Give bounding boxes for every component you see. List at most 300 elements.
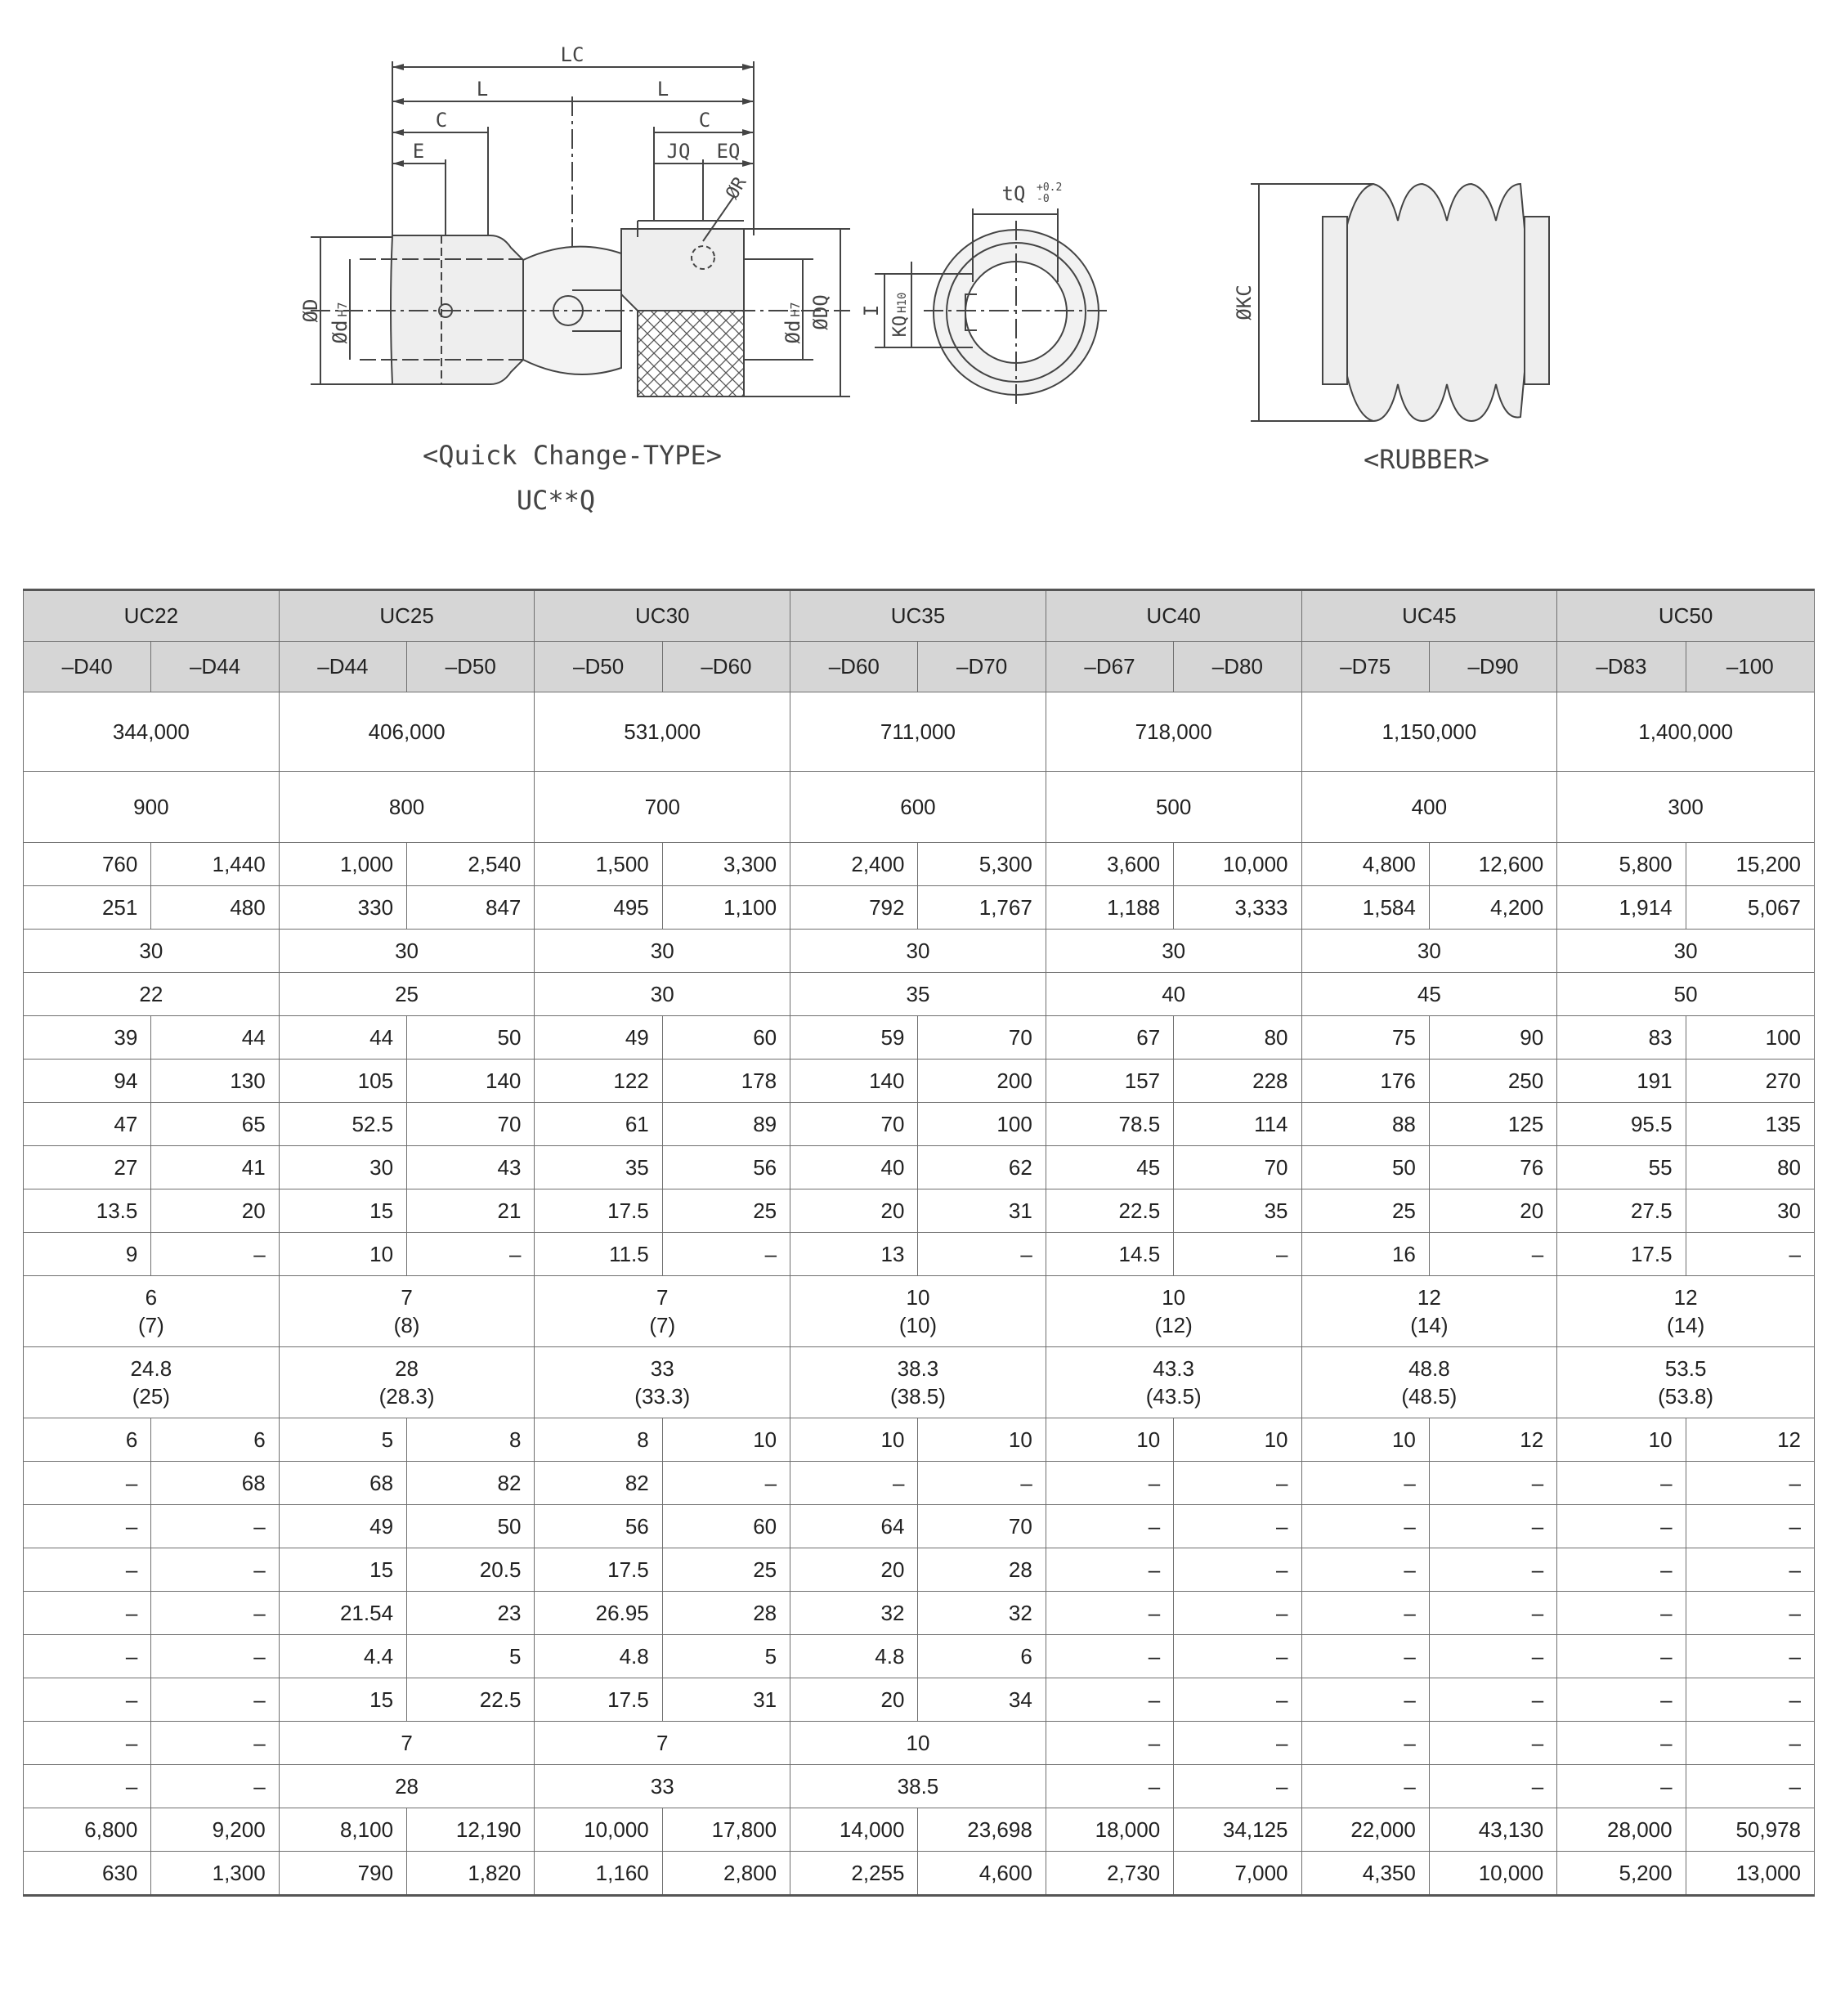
cell-line: (12) [1154,1313,1193,1337]
table-cell: 82 [535,1462,662,1505]
table-cell: – [1174,1462,1301,1505]
table-cell: 718,000 [1046,692,1301,772]
table-cell: 8 [407,1418,535,1462]
table-cell: 6 [24,1418,151,1462]
table-cell: – [1557,1722,1686,1765]
table-cell: 4,600 [918,1852,1046,1896]
table-cell: 792 [790,886,918,930]
table-cell: –D40 [24,642,151,692]
table-cell: 68 [151,1462,279,1505]
table-cell: UC25 [279,590,535,642]
table-cell: 7 [535,1722,790,1765]
table-cell: 76 [1429,1146,1556,1189]
table-cell: 14.5 [1046,1233,1173,1276]
table-cell: 480 [151,886,279,930]
table-row [24,1276,1815,1347]
table-cell: –D50 [407,642,535,692]
table-cell: 41 [151,1146,279,1189]
table-cell: – [151,1548,279,1592]
table-cell: 82 [407,1462,535,1505]
table-cell: 10,000 [1429,1852,1556,1896]
table-cell: –D83 [1557,642,1686,692]
table-cell: – [1301,1548,1429,1592]
table-cell: 22.5 [407,1678,535,1722]
table-cell: – [1301,1635,1429,1678]
table-cell: – [918,1462,1046,1505]
table-cell: 1,440 [151,843,279,886]
table-cell: 50 [1557,973,1815,1016]
table-cell: – [1174,1548,1301,1592]
table-cell: – [1046,1592,1173,1635]
table-cell: 2,800 [662,1852,790,1896]
table-cell: 34,125 [1174,1808,1301,1852]
table-cell: –D70 [918,642,1046,692]
table-cell: 10,000 [1174,843,1301,886]
table-cell: 6 [918,1635,1046,1678]
table-cell: 55 [1557,1146,1686,1189]
table-cell: 105 [279,1060,406,1103]
table-cell: 30 [535,930,790,973]
table-cell: 64 [790,1505,918,1548]
table-cell [279,1347,535,1418]
table-cell: 5 [279,1418,406,1462]
table-cell: 40 [790,1146,918,1189]
table-cell: 70 [1174,1146,1301,1189]
table-cell: 30 [1046,930,1301,973]
table-cell: – [1301,1678,1429,1722]
table-cell: 1,820 [407,1852,535,1896]
table-cell: 4.8 [790,1635,918,1678]
table-cell: – [1429,1592,1556,1635]
table-cell: 94 [24,1060,151,1103]
table-cell: 30 [535,973,790,1016]
cell-line: 28 [395,1356,419,1381]
table-cell: 50,978 [1686,1808,1814,1852]
table-cell: – [1686,1635,1814,1678]
table-cell: 5,300 [918,843,1046,886]
table-cell: – [1686,1462,1814,1505]
table-cell: – [1557,1592,1686,1635]
table-cell: 23,698 [918,1808,1046,1852]
table-cell: – [24,1765,151,1808]
table-row [24,1722,1815,1765]
table-row [24,1505,1815,1548]
table-row [24,1189,1815,1233]
table-row [24,1808,1815,1852]
table-cell: 45 [1046,1146,1173,1189]
table-cell: 1,767 [918,886,1046,930]
dim-eq: EQ [716,140,741,163]
table-cell: 270 [1686,1060,1814,1103]
table-cell: – [1557,1765,1686,1808]
table-cell: 35 [1174,1189,1301,1233]
table-cell: 11.5 [535,1233,662,1276]
table-cell: 27 [24,1146,151,1189]
table-cell: 15 [279,1678,406,1722]
table-cell: – [1686,1505,1814,1548]
cell-line: 33 [650,1356,674,1381]
table-cell: –D60 [790,642,918,692]
table-cell: 17.5 [535,1678,662,1722]
table-cell: 28 [662,1592,790,1635]
table-cell: 100 [1686,1016,1814,1060]
table-cell: – [1174,1765,1301,1808]
table-cell: 30 [1686,1189,1814,1233]
cell-line: (25) [132,1384,170,1409]
table-cell: – [662,1462,790,1505]
table-cell: 122 [535,1060,662,1103]
table-cell: 300 [1557,772,1815,843]
table-row [24,1635,1815,1678]
table-cell: 13,000 [1686,1852,1814,1896]
table-row [24,1765,1815,1808]
table-cell: 20 [790,1678,918,1722]
table-cell: 70 [918,1505,1046,1548]
cell-line: 6 [145,1285,158,1310]
table-cell: 9 [24,1233,151,1276]
dim-tq: tQ [1001,182,1026,205]
table-cell: –D80 [1174,642,1301,692]
cell-line: (14) [1666,1313,1705,1337]
table-cell: UC40 [1046,590,1301,642]
table-cell: 20 [790,1548,918,1592]
table-cell: 6 [151,1418,279,1462]
table-cell: 1,914 [1557,886,1686,930]
table-cell: 21.54 [279,1592,406,1635]
table-cell: – [24,1635,151,1678]
table-cell: 2,730 [1046,1852,1173,1896]
table-cell: 7,000 [1174,1852,1301,1896]
table-cell: –D75 [1301,642,1429,692]
cell-line: (33.3) [634,1384,691,1409]
table-cell: 34 [918,1678,1046,1722]
dim-kc: ØKC [1233,284,1256,320]
table-cell: – [1429,1722,1556,1765]
cell-line: 43.3 [1153,1356,1194,1381]
table-cell [790,1347,1046,1418]
table-cell: 100 [918,1103,1046,1146]
table-cell: – [918,1233,1046,1276]
table-cell: 50 [407,1016,535,1060]
table-cell: 711,000 [790,692,1046,772]
table-cell: – [1686,1592,1814,1635]
table-cell [1557,1276,1815,1347]
table-cell: 68 [279,1462,406,1505]
table-cell: 30 [790,930,1046,973]
table-cell: –D67 [1046,642,1173,692]
table-cell [1301,1276,1557,1347]
table-cell: 61 [535,1103,662,1146]
table-cell: – [1046,1505,1173,1548]
table-cell: – [1557,1678,1686,1722]
table-cell: 50 [1301,1146,1429,1189]
table-cell: 790 [279,1852,406,1896]
table-cell: – [151,1722,279,1765]
cell-line: 10 [1162,1285,1186,1310]
table-cell: UC30 [535,590,790,642]
table-cell: 12,600 [1429,843,1556,886]
table-cell: 500 [1046,772,1301,843]
table-cell [279,1276,535,1347]
table-cell: UC45 [1301,590,1557,642]
table-cell: 22.5 [1046,1189,1173,1233]
table-cell: 43 [407,1146,535,1189]
table-cell: 4,350 [1301,1852,1429,1896]
table-row [24,930,1815,973]
table-cell: 140 [790,1060,918,1103]
quick-change-model: UC**Q [516,485,596,516]
table-cell: 125 [1429,1103,1556,1146]
table-cell: – [1429,1548,1556,1592]
table-cell: 157 [1046,1060,1173,1103]
table-cell: 10 [790,1418,918,1462]
table-cell: UC35 [790,590,1046,642]
table-cell: 20 [151,1189,279,1233]
cell-line: 24.8 [130,1356,172,1381]
table-cell: 406,000 [279,692,535,772]
table-cell: – [24,1462,151,1505]
table-cell: 25 [279,973,535,1016]
dim-lc: LC [560,43,584,66]
table-cell: 114 [1174,1103,1301,1146]
table-row [24,973,1815,1016]
table-row [24,772,1815,843]
table-cell: 700 [535,772,790,843]
table-row [24,1462,1815,1505]
table-cell [535,1347,790,1418]
table-cell: 70 [790,1103,918,1146]
table-cell: –D50 [535,642,662,692]
table-cell: 25 [662,1189,790,1233]
table-cell: 56 [535,1505,662,1548]
table-cell: 17.5 [535,1189,662,1233]
table-cell: 22 [24,973,280,1016]
table-cell: 35 [790,973,1046,1016]
table-cell: – [1174,1233,1301,1276]
table-cell: 88 [1301,1103,1429,1146]
table-cell: 14,000 [790,1808,918,1852]
dim-c-right: C [698,109,711,132]
table-cell: – [1686,1548,1814,1592]
quick-change-caption: <Quick Change-TYPE> [422,440,723,471]
table-cell: 178 [662,1060,790,1103]
table-cell: – [1301,1722,1429,1765]
table-cell: 28,000 [1557,1808,1686,1852]
dim-od: ØD [299,298,322,323]
table-cell: 6,800 [24,1808,151,1852]
table-cell: 3,300 [662,843,790,886]
table-cell: 21 [407,1189,535,1233]
table-cell: – [24,1678,151,1722]
table-cell: –D90 [1429,642,1556,692]
table-cell: 495 [535,886,662,930]
table-cell: – [24,1592,151,1635]
cell-line: (7) [649,1313,676,1337]
table-cell: 1,500 [535,843,662,886]
table-cell: – [1429,1462,1556,1505]
table-cell: UC22 [24,590,280,642]
table-cell: 12 [1686,1418,1814,1462]
table-cell: 49 [279,1505,406,1548]
cell-line: 38.3 [897,1356,939,1381]
table-cell: 90 [1429,1016,1556,1060]
table-cell: 13 [790,1233,918,1276]
table-cell: 31 [918,1189,1046,1233]
dim-bore: ØdH7 [329,302,352,344]
table-cell: 44 [151,1016,279,1060]
table-cell: – [1046,1722,1173,1765]
dim-dq: ØDQ [809,294,832,330]
table-cell: 59 [790,1016,918,1060]
cell-line: 7 [401,1285,413,1310]
table-cell: –D44 [151,642,279,692]
table-cell: 2,540 [407,843,535,886]
table-cell: 39 [24,1016,151,1060]
table-cell: 5 [407,1635,535,1678]
table-cell: 16 [1301,1233,1429,1276]
table-cell: 400 [1301,772,1557,843]
table-row [24,1592,1815,1635]
table-cell: – [1301,1592,1429,1635]
table-cell: 15 [279,1548,406,1592]
table-cell: 176 [1301,1060,1429,1103]
table-cell: 26.95 [535,1592,662,1635]
table-cell: 15 [279,1189,406,1233]
variant-header-row [24,642,1815,692]
table-cell: 130 [151,1060,279,1103]
table-cell: 5,067 [1686,886,1814,930]
table-cell: 25 [662,1548,790,1592]
dim-l-right: L [656,78,669,101]
table-cell: 56 [662,1146,790,1189]
table-cell: – [1046,1462,1173,1505]
table-cell: – [24,1548,151,1592]
table-cell: 45 [1301,973,1557,1016]
table-cell: 13.5 [24,1189,151,1233]
table-cell: 4,200 [1429,886,1556,930]
table-cell: 43,130 [1429,1808,1556,1852]
cell-line: (48.5) [1401,1384,1458,1409]
table-cell: 32 [790,1592,918,1635]
cell-line: (8) [393,1313,420,1337]
table-cell [790,1276,1046,1347]
table-cell: 1,188 [1046,886,1173,930]
table-cell: 3,600 [1046,843,1173,886]
table-cell: 1,300 [151,1852,279,1896]
cell-line: 48.8 [1408,1356,1450,1381]
table-cell: 1,100 [662,886,790,930]
table-cell: –D60 [662,642,790,692]
dim-tq-tol-lower: -0 [1037,193,1050,205]
table-cell: – [1174,1678,1301,1722]
cell-line: (43.5) [1145,1384,1202,1409]
table-cell: 70 [918,1016,1046,1060]
table-cell: – [151,1233,279,1276]
table-cell: 28 [279,1765,535,1808]
table-cell: 30 [1557,930,1815,973]
table-cell: 31 [662,1678,790,1722]
table-cell: 228 [1174,1060,1301,1103]
table-cell: – [790,1462,918,1505]
cell-line: 10 [906,1285,930,1310]
table-cell: 70 [407,1103,535,1146]
table-cell: 83 [1557,1016,1686,1060]
table-cell [535,1276,790,1347]
table-cell [1046,1347,1301,1418]
table-cell: – [1557,1462,1686,1505]
table-cell: 5,200 [1557,1852,1686,1896]
keyway-end-view [875,208,1108,405]
table-cell: 1,400,000 [1557,692,1815,772]
table-cell: – [1686,1765,1814,1808]
table-cell: 40 [1046,973,1301,1016]
table-cell: 8 [535,1418,662,1462]
table-cell: UC50 [1557,590,1815,642]
cell-line: (10) [898,1313,938,1337]
table-row [24,1678,1815,1722]
dim-kq: KQH10 [890,292,911,338]
rubber-caption: <RUBBER> [1363,444,1490,475]
dim-bore-q: ØdH7 [781,302,804,344]
table-row [24,1146,1815,1189]
table-cell: – [151,1678,279,1722]
table-cell: – [1301,1505,1429,1548]
coupling-side-view [311,61,850,396]
cell-line: (7) [137,1313,164,1337]
table-cell: 47 [24,1103,151,1146]
table-cell [1557,1347,1815,1418]
cell-line: (14) [1410,1313,1449,1337]
table-cell: 27.5 [1557,1189,1686,1233]
model-header-row [24,590,1815,642]
dim-r: ØR [722,173,751,203]
table-cell: – [1686,1678,1814,1722]
table-cell: 9,200 [151,1808,279,1852]
table-row [24,1103,1815,1146]
technical-drawings [0,0,1845,572]
table-cell: 200 [918,1060,1046,1103]
table-cell: – [1429,1765,1556,1808]
table-cell: 62 [918,1146,1046,1189]
table-cell: – [1429,1233,1556,1276]
table-cell: 30 [24,930,280,973]
table-cell: 140 [407,1060,535,1103]
table-cell: 25 [1301,1189,1429,1233]
table-cell: 60 [662,1505,790,1548]
table-cell: 28 [918,1548,1046,1592]
table-cell: 3,333 [1174,886,1301,930]
table-cell: 17.5 [535,1548,662,1592]
table-cell: 10 [662,1418,790,1462]
table-cell: 10 [918,1418,1046,1462]
table-cell: 1,000 [279,843,406,886]
table-cell: – [1429,1678,1556,1722]
table-cell [24,1276,280,1347]
table-cell: 33 [535,1765,790,1808]
table-cell: – [24,1505,151,1548]
table-cell: 1,160 [535,1852,662,1896]
table-cell: 531,000 [535,692,790,772]
table-cell: 30 [279,930,535,973]
table-cell: 800 [279,772,535,843]
table-cell: 52.5 [279,1103,406,1146]
table-cell: 10 [1301,1418,1429,1462]
table-cell: 44 [279,1016,406,1060]
table-cell: 630 [24,1852,151,1896]
cell-line: (53.8) [1658,1384,1714,1409]
table-cell: – [1174,1722,1301,1765]
cell-line: 12 [1673,1285,1698,1310]
